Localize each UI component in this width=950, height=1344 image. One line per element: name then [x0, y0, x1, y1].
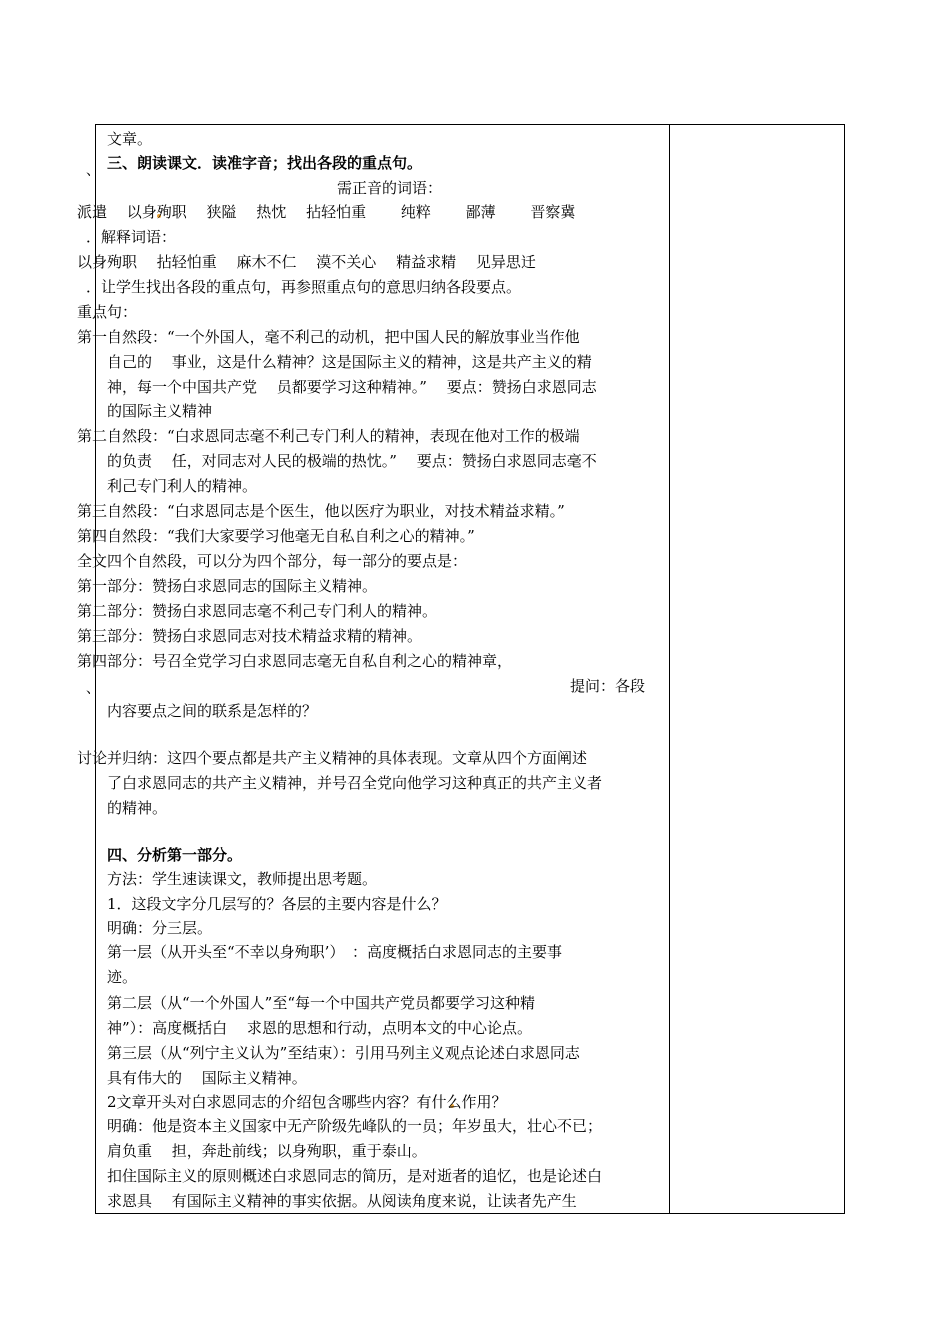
- text-line: 明确：他是资本主义国家中无产阶级先峰队的一员；年岁虽大，壮心不已；: [107, 1117, 603, 1135]
- text-line: 第一层（从开头至“不幸以身殉职’） ：高度概括白求恩同志的主要事: [107, 943, 562, 961]
- text-line: 神，每一个中国共产党 员都要学习这种精神。” 要点：赞扬白求恩同志: [107, 378, 597, 396]
- text-line: 扣住国际主义的原则概述白求恩同志的简历，是对逝者的追忆，也是论述白: [107, 1167, 603, 1185]
- text-line: 第一自然段：“一个外国人，毫不利己的动机，把中国人民的解放事业当作他: [77, 328, 580, 346]
- list-marker: 、: [86, 163, 100, 179]
- text-line: 的精神。: [107, 799, 168, 817]
- text-line: 第二自然段：“白求恩同志毫不利己专门利人的精神，表现在他对工作的极端: [77, 427, 580, 445]
- text-line: 求恩具 有国际主义精神的事实依据。从阅读角度来说，让读者先产生: [107, 1192, 577, 1210]
- section-heading: 四、分析第一部分。: [107, 846, 243, 864]
- text-line: 第一部分：赞扬白求恩同志的国际主义精神。: [77, 577, 378, 595]
- text-line: 的负责 任，对同志对人民的极端的热忱。” 要点：赞扬白求恩同志毫不: [107, 452, 597, 470]
- text-line: 方法：学生速读课文，教师提出思考题。: [107, 870, 378, 888]
- text-line: 自己的 事业，这是什么精神？这是国际主义的精神，这是共产主义的精: [107, 353, 592, 371]
- text-line: 肩负重 担，奔赴前线；以身殉职，重于泰山。: [107, 1142, 427, 1160]
- text-line: 1．这段文字分几层写的？各层的主要内容是什么？: [107, 895, 447, 913]
- list-marker: 、: [86, 681, 100, 697]
- text-line: 全文四个自然段，可以分为四个部分，每一部分的要点是：: [77, 552, 468, 570]
- text-line: 第三自然段：“白求恩同志是个医生，他以医疗为职业，对技术精益求精。”: [77, 502, 565, 520]
- text-line: 文章。: [107, 130, 153, 148]
- text-line: 的国际主义精神: [107, 402, 213, 420]
- text-line: 神”）：高度概括白 求恩的思想和行动，点明本文的中心论点。: [107, 1019, 532, 1037]
- text-line: 第二层（从“一个外国人”至“每一个中国共产党员都要学习这种精: [107, 994, 536, 1012]
- text-line: 内容要点之间的联系是怎样的？: [107, 702, 318, 720]
- text-line: 以身殉职 拈轻怕重 麻木不仁 漠不关心 精益求精 见异思迁: [77, 253, 536, 271]
- text-line: 讨论并归纳：这四个要点都是共产主义精神的具体表现。文章从四个方面阐述: [77, 749, 588, 767]
- text-line: 迹。: [107, 968, 138, 986]
- column-divider: [669, 124, 670, 1214]
- text-line: 具有伟大的 国际主义精神。: [107, 1069, 307, 1087]
- text-line: 重点句：: [77, 303, 138, 321]
- text-line: 需正音的词语：: [337, 179, 443, 197]
- text-line: ．解释词语：: [86, 228, 177, 246]
- text-line: 利己专门利人的精神。: [107, 477, 258, 495]
- text-line: 2文章开头对白求恩同志的介绍包含哪些内容？有什么作用？: [107, 1093, 507, 1111]
- text-line: 提问：各段: [570, 677, 646, 695]
- text-line: 第二部分：赞扬白求恩同志毫不利己专门利人的精神。: [77, 602, 438, 620]
- text-line: 派遣 以身殉职 狭隘 热忱 拈轻怕重 纯粹 鄙薄 晋察冀: [77, 203, 576, 221]
- text-line: 第三部分：赞扬白求恩同志对技术精益求精的精神。: [77, 627, 423, 645]
- text-line: 第三层（从“列宁主义认为”至结束）：引用马列主义观点论述白求恩同志: [107, 1044, 580, 1062]
- text-line: 第四自然段：“我们大家要学习他毫无自私自利之心的精神。”: [77, 527, 475, 545]
- text-line: 明确：分三层。: [107, 919, 213, 937]
- section-heading: 三、朗读课文．读准字音；找出各段的重点句。: [107, 154, 423, 172]
- text-line: ．让学生找出各段的重点句，再参照重点句的意思归纳各段要点。: [86, 278, 522, 296]
- text-line: 了白求恩同志的共产主义精神，并号召全党向他学习这种真正的共产主义者: [107, 774, 603, 792]
- text-line: 第四部分：号召全党学习白求恩同志毫无自私自利之心的精神章，: [77, 652, 513, 670]
